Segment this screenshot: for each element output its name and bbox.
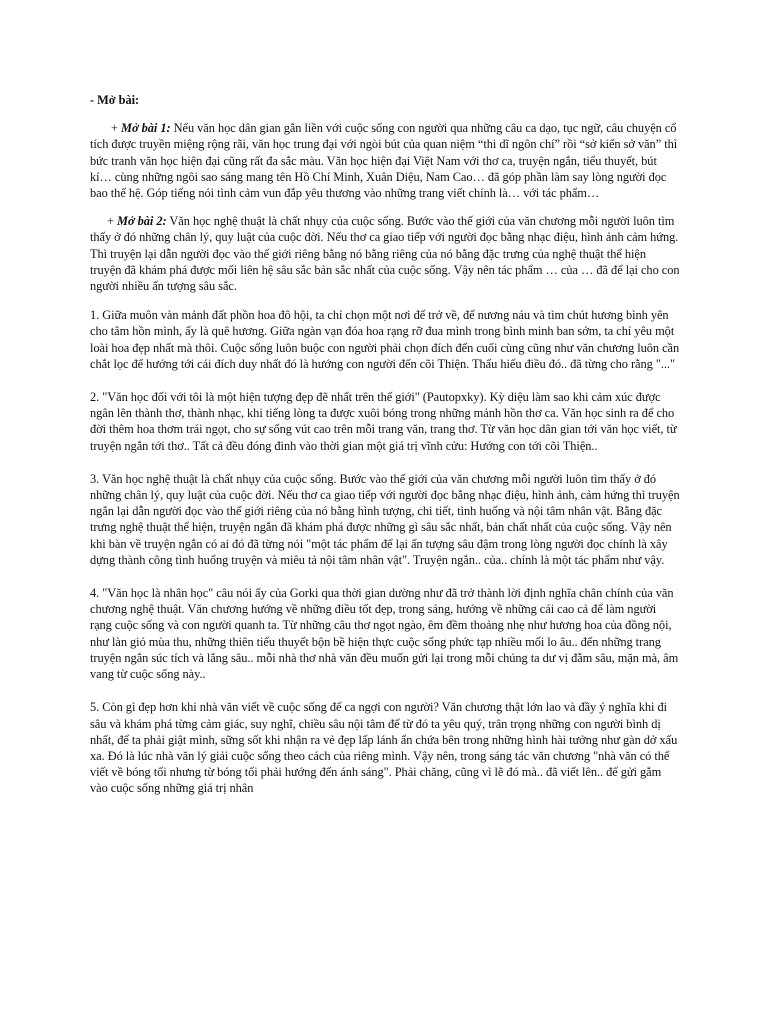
intro-1-label: Mở bài 1: <box>121 121 171 136</box>
intro-paragraph-1 <box>90 120 680 201</box>
numbered-paragraph-1: 1. Giữa muôn vàn mảnh đất phồn hoa đô hội, ta chỉ chọn một nơi để trở về, để nương náu và tìm chút hương bình yên cho tâm hồn mình, ấy là quê hương. Giữa ngàn vạn đóa hoa rạng rỡ đua mình trong bình minh ban sớm, ta chỉ yêu một loài hoa đẹp nhất mà thôi. Cuộc sống luôn buộc con người phải chọn đích đến cuối cùng cũng như văn chương luôn cần chắt lọc để hướng tới cái đích duy nhất đó là hướng con người đến cõi Thiện. Thấu hiểu điều đó.. đã từng cho rằng "..." <box>90 308 680 371</box>
document-page <box>90 92 680 814</box>
numbered-paragraph-2: 2. "Văn học đối với tôi là một hiện tượng đẹp đẽ nhất trên thế giới" (Pautopxky). Kỳ diệu làm sao khi cảm xúc được ngân lên thành thơ, thành nhạc, khi tiếng lòng ta được xuôi bóng trong những mảnh hồn thơ ca. Văn học sinh ra để cho đời thêm hoa thơm trái ngọt, cho sự sống vút cao trên mỗi trang văn, trang thơ. Từ văn học dân gian tới văn học viết, từ truyện ngắn tới thơ.. Tất cả đều đóng đinh vào thời gian một giá trị vĩnh cửu: Hướng con tới cõi Thiện.. <box>90 390 677 453</box>
intro-1-prefix: + <box>111 121 121 136</box>
numbered-paragraph-5: 5. Còn gì đẹp hơn khi nhà văn viết về cuộc sống để ca ngợi con người? Văn chương thật lớn lao và đầy ý nghĩa khi đi sâu và khám phá từng cảm giác, suy nghĩ, chiều sâu nội tâm để từ đó ta yêu quý, trân trọng những con người bình dị nhất, để ta phải giật mình, sững sốt khi nhận ra vẻ đẹp lấp lánh ẩn chứa bên trong những hình hài tưởng như gàn dở xấu xa. Đó là lúc nhà văn lý giải cuộc sống theo cách của riêng mình. Vậy nên, trong sáng tác văn chương "nhà văn có thể viết về bóng tối nhưng từ bóng tối phải hướng đến ánh sáng". Phải chăng, cũng vì lẽ đó mà.. đã viết lên.. để gửi gắm vào cuộc sống những giá trị nhân <box>90 700 678 796</box>
intro-2-prefix: + <box>107 214 117 229</box>
numbered-paragraph-4: 4. "Văn học là nhân học" câu nói ấy của Gorki qua thời gian dường như đã trở thành lời định nghĩa chân chính của văn chương nghệ thuật. Văn chương hướng về những điều tốt đẹp, trong sáng, hướng về những cái cao cả để làm người rạng cuộc sống và con người quanh ta. Từ những câu thơ ngọt ngào, êm đềm thoảng nhẹ như hương hoa của đồng nội, như làn gió mùa thu, những thiên tiểu thuyết bộn bề hiện thực cuộc sống phức tạp nhiều mối lo âu.. đến những trang truyện ngắn súc tích và lắng sâu.. mỗi nhà thơ nhà văn đều muốn gửi lại trong mỗi chúng ta dư vị đằm sâu, mặn mà, âm vang từ cuộc sống này.. <box>90 586 679 682</box>
intro-1-text: Nếu văn học dân gian gắn liền với cuộc sống con người qua những câu ca dạo, tục ngữ, câu chuyện cổ tích được truyền miệng rộng rãi, văn học trung đại với ngòi bút của quan niệm “thi dĩ ngôn chí” rồi “sở kiến sở văn” thì bức tranh văn học hiện đại cũng rất đa sắc màu. Văn học hiện đại Việt Nam với thơ ca, truyện ngắn, tiểu thuyết, bút kí… cùng những ngôi sao sáng mang tên Hồ Chí Minh, Xuân Diệu, Nam Cao… đã góp phần làm say lòng người đọc bao thế hệ. Góp tiếng nói tình cảm vun đắp yêu thương vào những trang viết chính là… với tác phẩm… <box>90 121 678 201</box>
intro-2-text: Văn học nghệ thuật là chất nhụy của cuộc sống. Bước vào thế giới của văn chương mỗi người luôn tìm thấy ở đó những chân lý, quy luật của cuộc đời. Nếu thơ ca giao tiếp với người đọc bằng nhạc điệu, hình ảnh cảm hứng. Thì truyện lại dẫn người đọc vào thế giới riêng bằng nó bằng riêng của nó bằng đặc trưng của nghệ thuật thể hiện truyện đã khám phá được mối liên hệ sâu sắc bản sắc nhất của cuộc sống. Vậy nên tác phẩm … của … đã để lại cho con người nhiều ấn tượng sâu sắc. <box>90 214 680 294</box>
section-heading: - Mở bài: <box>90 93 140 107</box>
numbered-paragraph-3: 3. Văn học nghệ thuật là chất nhụy của cuộc sống. Bước vào thế giới của văn chương mỗi người luôn tìm thấy ở đó những chân lý, quy luật của cuộc đời. Nếu thơ ca giao tiếp với người đọc bằng nhạc điệu, hình ảnh, cảm hứng thì truyện ngắn lại dẫn người đọc vào thế giới riêng của nó bằng hình tượng, chi tiết, tình huống và nội tâm nhân vật. Bằng đặc trưng nghệ thuật thể hiện, truyện ngắn đã khám phá được những gì sâu sắc nhất, bản chất nhất của cuộc sống. Vậy nên khi bàn về truyện ngắn có ai đó đã từng nói "một tác phẩm để lại ấn tượng sâu đậm trong lòng người đọc chính là xây dựng thành công tình huống truyện và miêu tả nội tâm nhân vật". Truyện ngắn.. của.. chính là một tác phẩm như vậy. <box>90 471 680 567</box>
intro-2-label: Mở bài 2: <box>117 214 167 229</box>
intro-paragraph-2 <box>90 213 680 294</box>
